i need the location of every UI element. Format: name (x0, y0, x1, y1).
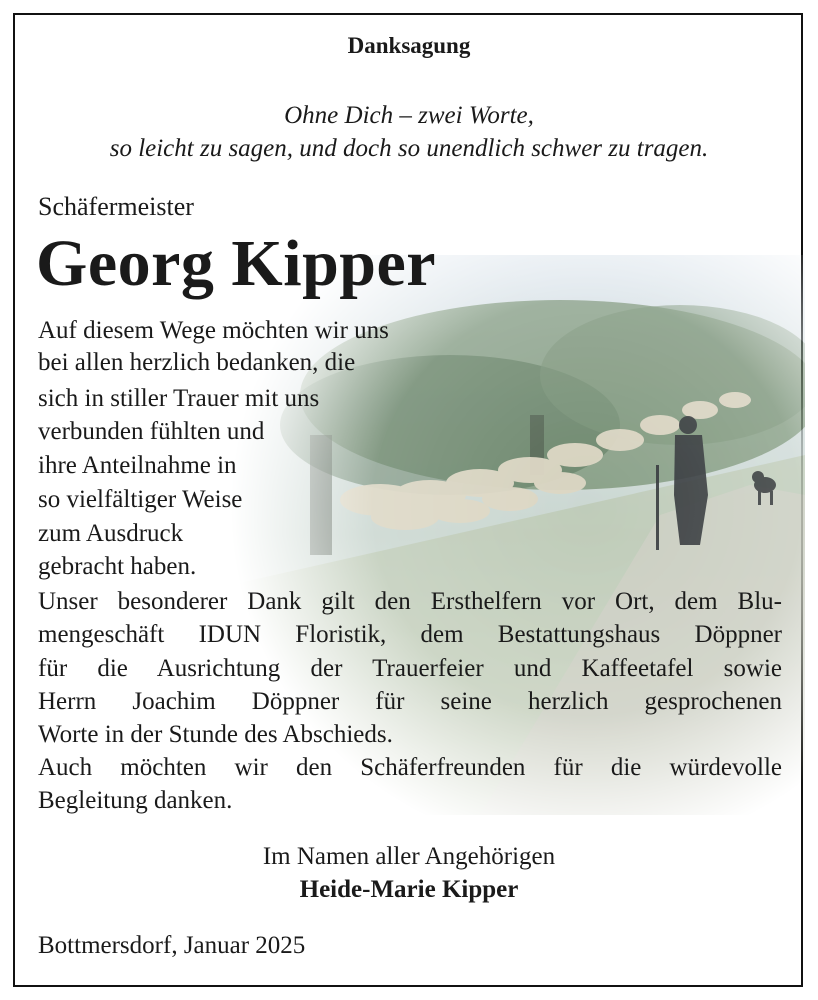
body-line: zum Ausdruck (38, 520, 184, 547)
body-line: sich in stiller Trauer mit uns (38, 385, 320, 412)
body-line: so vielfältiger Weise (38, 486, 243, 513)
body-line: bei allen herzlich bedanken, die (38, 349, 356, 376)
body-line: Auch möchten wir den Schäferfreunden für die würdevolle (38, 754, 782, 781)
deceased-title: Schäfermeister (38, 192, 194, 221)
body-line: für die Ausrichtung der Trauerfeier und Kaffeetafel sowie (38, 655, 782, 682)
signature-name: Heide-Marie Kipper (299, 876, 519, 903)
body-line: gebracht haben. (38, 553, 197, 580)
notice-heading: Danksagung (347, 33, 471, 58)
body-line: mengeschäft IDUN Floristik, dem Bestattungshaus Döppner (38, 621, 782, 648)
body-line: Auf diesem Wege möchten wir uns (38, 317, 389, 344)
body-line: verbunden fühlten und (38, 418, 265, 445)
motto-line: Ohne Dich – zwei Worte, (284, 102, 534, 129)
deceased-name: Georg Kipper (36, 227, 437, 300)
body-line: Herrn Joachim Döppner für seine herzlich gesprochenen (38, 688, 782, 715)
body-line: Unser besonderer Dank gilt den Ersthelfern vor Ort, dem Blu- (38, 588, 782, 615)
body-line: Worte in der Stunde des Abschieds. (38, 721, 393, 748)
body-line: Begleitung danken. (38, 787, 233, 814)
signature-intro: Im Namen aller Angehörigen (262, 843, 556, 870)
place-date: Bottmersdorf, Januar 2025 (38, 932, 306, 959)
body-line: ihre Anteilnahme in (38, 452, 237, 479)
motto-line: so leicht zu sagen, und doch so unendlich schwer zu tragen. (109, 135, 709, 162)
